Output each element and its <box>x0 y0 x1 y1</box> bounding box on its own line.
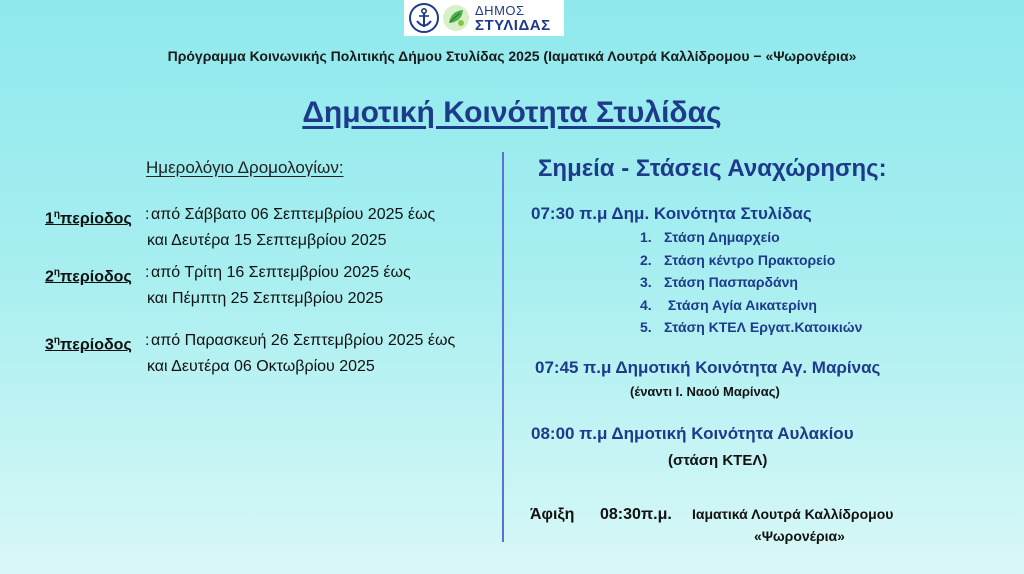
period-2: $2^\eta\pi\varepsilon\rho ίo\delta o\varsigma$ : από Τρίτη 16 Σεπτεμβρίου 2025 έως και Πέμπτη 25 Σεπτεμβρίου 2025 <box>45 262 411 310</box>
arrival-destination: Ιαματικά Λουτρά Καλλίδρομου <box>692 506 894 522</box>
departure-avlaki-note: (στάση ΚΤΕΛ) <box>668 452 768 469</box>
departure-avlaki: 08:00 π.μ Δημοτική Κοινότητα Αυλακίου <box>531 424 854 443</box>
page-title: Δημοτική Κοινότητα Στυλίδας <box>302 96 722 129</box>
period-end: και Πέμπτη 25 Σεπτεμβρίου 2025 <box>147 290 384 308</box>
logo-text <box>475 4 551 33</box>
departure-agia-marina-note: (έναντι Ι. Ναού Μαρίνας) <box>630 384 780 399</box>
list-item: 4. Στάση Αγία Αικατερίνη <box>640 296 817 313</box>
period-label: $2^\eta\pi\varepsilon\rho ίo\delta o\varsigma$ <box>45 267 132 286</box>
period-start: από Σάββατο 06 Σεπτεμβρίου 2025 έως <box>151 206 436 223</box>
stops-list <box>640 226 862 339</box>
period-start: από Παρασκευή 26 Σεπτεμβρίου 2025 έως <box>151 332 456 349</box>
logo-line1: ΔΗΜΟΣ <box>475 2 525 18</box>
departure-agia-marina: 07:45 π.μ Δημοτική Κοινότητα Αγ. Μαρίνας <box>535 358 881 377</box>
program-subtitle: Πρόγραμμα Κοινωνικής Πολιτικής Δήμου Στυλίδας 2025 (Ιαματικά Λουτρά Καλλίδρομου − «Ψωρονέρια» <box>167 48 857 64</box>
schedule-heading: Ημερολόγιο Δρομολογίων: <box>146 158 344 177</box>
arrival-info <box>530 506 893 524</box>
list-item: 3. Στάση Πασπαρδάνη <box>640 274 798 291</box>
arrival-time: 08:30π.μ. <box>600 506 672 523</box>
column-divider <box>502 152 504 542</box>
municipality-logo <box>404 0 564 36</box>
list-item: 5. Στάση ΚΤΕΛ Εργατ.Κατοικιών <box>640 319 863 336</box>
logo-line2: ΣΤΥΛΙΔΑΣ <box>475 16 551 34</box>
departures-heading: Σημεία - Στάσεις Αναχώρησης: <box>538 155 887 182</box>
leaf-emblem-icon <box>441 3 471 33</box>
period-label: $3^\eta\pi\varepsilon\rho ίo\delta o\varsigma$ <box>45 335 132 354</box>
period-1: $1^\eta\pi\varepsilon\rho ίo\delta o\varsigma$ : από Σάββατο 06 Σεπτεμβρίου 2025 έως και Δευτέρα 15 Σεπτεμβρίου 2025 <box>45 204 435 252</box>
period-label: $1^\eta\pi\varepsilon\rho ίo\delta o\varsigma$ <box>45 209 132 228</box>
period-end: και Δευτέρα 15 Σεπτεμβρίου 2025 <box>147 232 387 250</box>
anchor-emblem-icon <box>408 2 440 34</box>
period-3: $3^\eta\pi\varepsilon\rho ίo\delta o\varsigma$ : από Παρασκευή 26 Σεπτεμβρίου 2025 έως και Δευτέρα 06 Οκτωβρίου 2025 <box>45 330 455 378</box>
period-end: και Δευτέρα 06 Οκτωβρίου 2025 <box>147 358 375 376</box>
list-item: 1. Στάση Δημαρχείο <box>640 229 780 246</box>
list-item: 2. Στάση κέντρο Πρακτορείο <box>640 251 836 268</box>
period-start: από Τρίτη 16 Σεπτεμβρίου 2025 έως <box>151 264 411 281</box>
arrival-label: Άφιξη <box>530 506 575 523</box>
departure-stylida: 07:30 π.μ Δημ. Κοινότητα Στυλίδας <box>531 204 812 223</box>
arrival-destination-name: «Ψωρονέρια» <box>754 528 845 544</box>
